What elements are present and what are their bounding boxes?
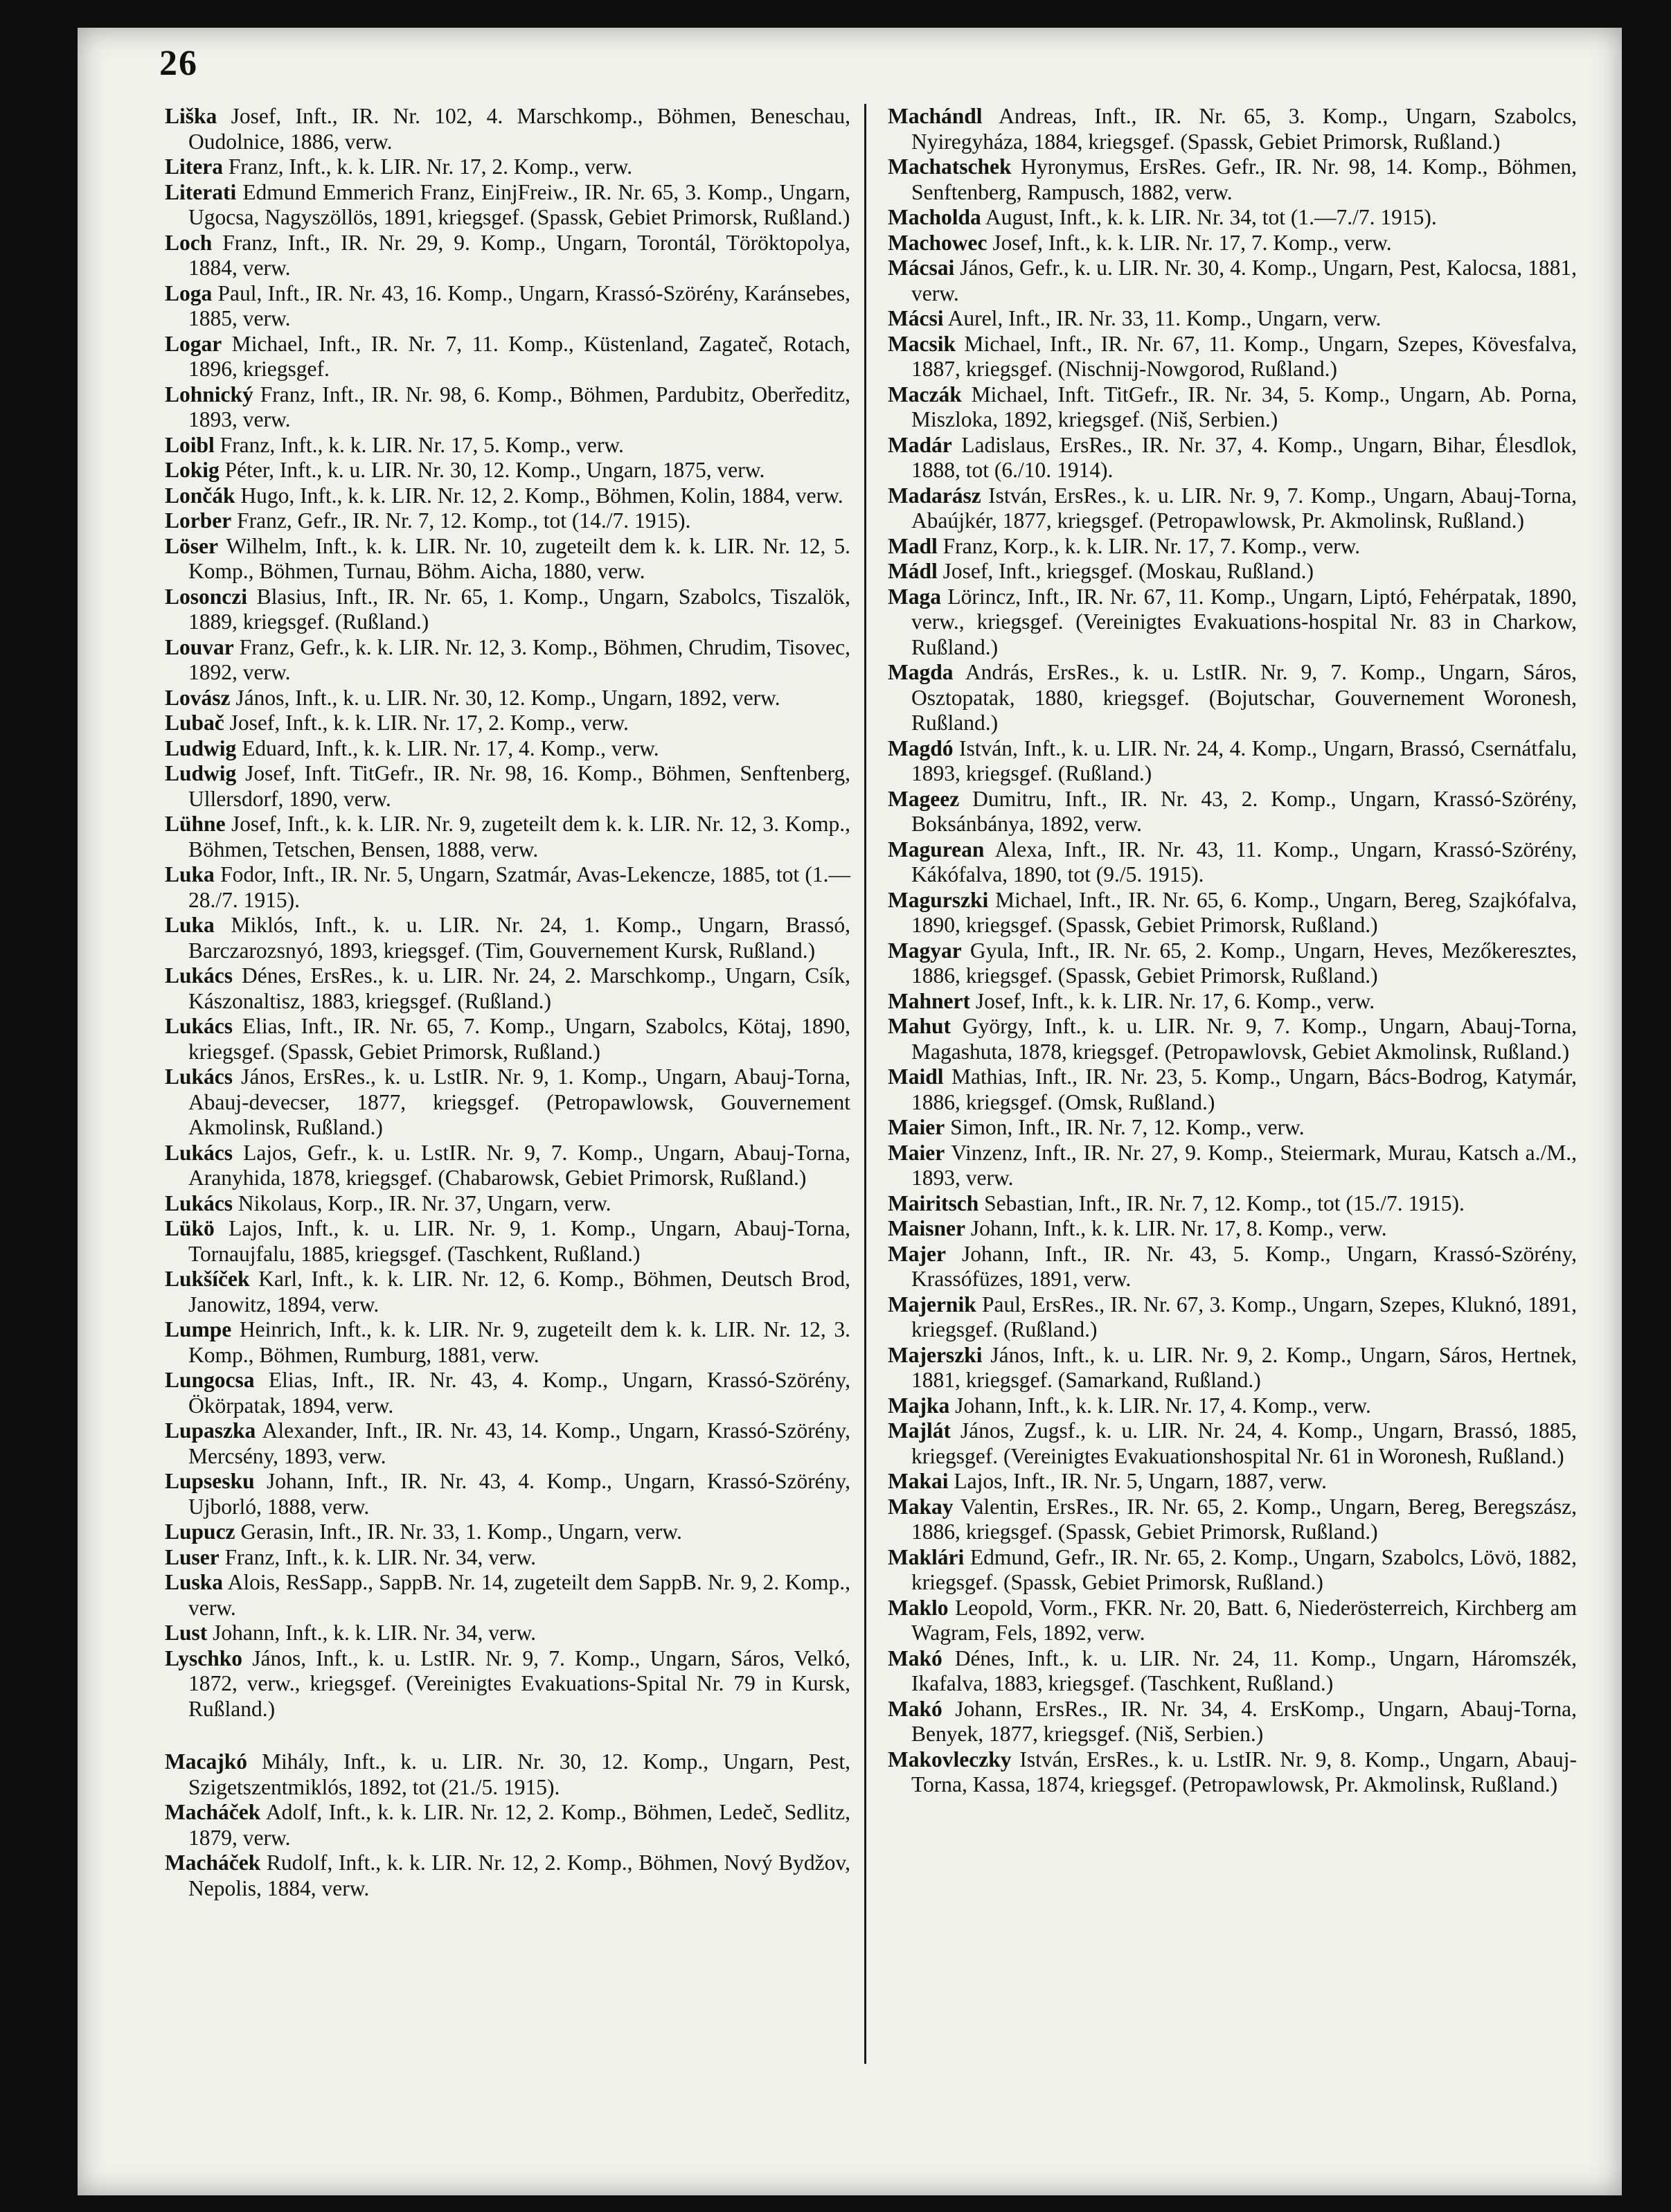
entry-surname: Lupucz — [165, 1519, 235, 1544]
entry-details: Vinzenz, Inft., IR. Nr. 27, 9. Komp., Steiermark, Murau, Katsch a./M., 1893, verw. — [911, 1140, 1577, 1190]
entry-surname: Luka — [165, 913, 215, 937]
list-entry — [888, 104, 1577, 154]
entry-details: Péter, Inft., k. u. LIR. Nr. 30, 12. Komp., Ungarn, 1875, verw. — [219, 458, 765, 482]
list-entry — [165, 483, 850, 509]
list-entry — [165, 1850, 850, 1901]
entry-details: Josef, Inft., kriegsgef. (Moskau, Rußland.) — [937, 559, 1314, 583]
entry-surname: Lubač — [165, 711, 224, 735]
entry-details: István, ErsRes., k. u. LIR. Nr. 9, 7. Komp., Ungarn, Abauj-Torna, Abaújkér, 1877, kriegsgef. (Petropawlowsk, Pr. Akmolinsk, Rußland.) — [911, 483, 1577, 533]
entry-details: Mathias, Inft., IR. Nr. 23, 5. Komp., Ungarn, Bács-Bodrog, Katymár, 1886, kriegsgef. (Omsk, Rußland.) — [911, 1064, 1577, 1114]
list-entry — [165, 913, 850, 963]
list-entry — [165, 1216, 850, 1267]
entry-surname: Loch — [165, 230, 213, 255]
entry-surname: Makó — [888, 1696, 942, 1721]
list-entry — [888, 332, 1577, 382]
entry-details: Josef, Inft., IR. Nr. 102, 4. Marschkomp., Böhmen, Beneschau, Oudolnice, 1886, verw. — [188, 104, 850, 154]
entry-surname: Maczák — [888, 382, 962, 407]
entry-surname: Lohnický — [165, 382, 253, 407]
list-entry — [888, 154, 1577, 205]
list-entry — [888, 1014, 1577, 1064]
list-entry — [888, 1469, 1577, 1495]
list-entry — [165, 1545, 850, 1571]
entry-details: Johann, ErsRes., IR. Nr. 34, 4. ErsKomp., Ungarn, Abauj-Torna, Benyek, 1877, kriegsgef. (Niš, Serbien.) — [911, 1696, 1577, 1746]
column-divider — [864, 104, 866, 2064]
entry-details: Josef, Inft., k. k. LIR. Nr. 17, 6. Komp., verw. — [969, 988, 1375, 1013]
entry-surname: Ludwig — [165, 761, 237, 785]
entry-surname: Logar — [165, 331, 222, 356]
section-gap — [165, 1722, 850, 1749]
entry-surname: Lühne — [165, 812, 226, 836]
list-entry — [888, 205, 1577, 231]
list-entry — [165, 458, 850, 483]
entry-details: Johann, Inft., k. k. LIR. Nr. 17, 4. Komp., verw. — [949, 1393, 1371, 1418]
entry-details: Edmund, Gefr., IR. Nr. 65, 2. Komp., Ungarn, Szabolcs, Lövö, 1882, kriegsgef. (Spassk, Gebiet Primorsk, Rußland.) — [911, 1544, 1577, 1594]
list-entry — [888, 534, 1577, 560]
list-entry — [165, 332, 850, 382]
entry-surname: Macholda — [888, 205, 981, 229]
entry-surname: Maier — [888, 1140, 945, 1165]
entry-surname: Litera — [165, 154, 223, 179]
entry-details: Franz, Inft., k. k. LIR. Nr. 17, 5. Komp., verw. — [214, 432, 624, 457]
entry-surname: Madl — [888, 533, 938, 558]
entry-details: August, Inft., k. k. LIR. Nr. 34, tot (1.—7./7. 1915). — [981, 205, 1437, 229]
entry-surname: Lupsesku — [165, 1469, 255, 1493]
list-entry — [165, 1267, 850, 1317]
entry-details: Josef, Inft., k. k. LIR. Nr. 17, 2. Komp., verw. — [224, 711, 629, 735]
list-entry — [165, 1749, 850, 1800]
entry-surname: Makovleczky — [888, 1747, 1012, 1772]
list-entry — [888, 306, 1577, 332]
list-entry — [165, 231, 850, 281]
entry-details: Michael, Inft., IR. Nr. 7, 11. Komp., Küstenland, Zagateč, Rotach, 1896, kriegsgef. — [188, 331, 850, 381]
entry-details: Josef, Inft., k. k. LIR. Nr. 9, zugeteilt dem k. k. LIR. Nr. 12, 3. Komp., Böhmen, Tetschen, Bensen, 1888, verw. — [188, 812, 850, 862]
entry-surname: Madarász — [888, 483, 981, 508]
entry-details: György, Inft., k. u. LIR. Nr. 9, 7. Komp., Ungarn, Abauj-Torna, Magashuta, 1878, kriegsgef. (Petropawlovsk, Gebiet Akmolinsk, Rußland.) — [911, 1014, 1577, 1064]
entry-details: Paul, ErsRes., IR. Nr. 67, 3. Komp., Ungarn, Szepes, Kluknó, 1891, kriegsgef. (Rußland.) — [911, 1292, 1577, 1341]
list-entry — [888, 1115, 1577, 1141]
list-entry — [888, 837, 1577, 888]
list-entry — [165, 585, 850, 635]
entry-details: Simon, Inft., IR. Nr. 7, 12. Komp., verw. — [945, 1115, 1305, 1139]
entry-details: Fodor, Inft., IR. Nr. 5, Ungarn, Szatmár, Avas-Lekencze, 1885, tot (1.—28./7. 1915). — [188, 862, 850, 912]
entry-details: István, Inft., k. u. LIR. Nr. 24, 4. Komp., Ungarn, Brassó, Csernátfalu, 1893, kriegsgef. (Rußland.) — [911, 735, 1577, 785]
entry-details: Karl, Inft., k. k. LIR. Nr. 12, 6. Komp., Böhmen, Deutsch Brod, Janowitz, 1894, verw. — [188, 1267, 850, 1317]
entry-surname: Loga — [165, 280, 213, 305]
entry-surname: Lovász — [165, 685, 231, 710]
entry-details: Blasius, Inft., IR. Nr. 65, 1. Komp., Ungarn, Szabolcs, Tiszalök, 1889, kriegsgef. (Rußland.) — [188, 584, 850, 634]
list-entry — [165, 862, 850, 913]
entry-details: János, Inft., k. u. LIR. Nr. 9, 2. Komp., Ungarn, Sáros, Hertnek, 1881, kriegsgef. (Samarkand, Rußland.) — [911, 1342, 1577, 1392]
entry-details: Gyula, Inft., IR. Nr. 65, 2. Komp., Ungarn, Heves, Mezőkeresztes, 1886, kriegsgef. (Spassk, Gebiet Primorsk, Rußland.) — [911, 938, 1577, 988]
list-entry — [888, 1495, 1577, 1545]
entry-details: Josef, Inft., k. k. LIR. Nr. 17, 7. Komp., verw. — [987, 230, 1392, 255]
right-column — [888, 104, 1577, 1798]
list-entry — [888, 1064, 1577, 1115]
entry-details: Alois, ResSapp., SappB. Nr. 14, zugeteilt dem SappB. Nr. 9, 2. Komp., verw. — [188, 1570, 850, 1620]
list-entry — [165, 1368, 850, 1418]
entry-details: Paul, Inft., IR. Nr. 43, 16. Komp., Ungarn, Krassó-Szörény, Karánsebes, 1885, verw. — [188, 280, 850, 330]
list-entry — [888, 433, 1577, 483]
entry-details: János, Gefr., k. u. LIR. Nr. 30, 4. Komp., Ungarn, Pest, Kalocsa, 1881, verw. — [911, 256, 1577, 305]
list-entry — [888, 1747, 1577, 1798]
list-entry — [165, 711, 850, 736]
entry-surname: Maklo — [888, 1595, 949, 1620]
entry-details: András, ErsRes., k. u. LstIR. Nr. 9, 7. Komp., Ungarn, Sáros, Osztopatak, 1880, kriegsgef. (Bojutschar, Gouvernement Woronesh, Rußland.) — [911, 660, 1577, 735]
list-entry — [165, 1418, 850, 1469]
page-number: 26 — [159, 44, 198, 83]
entry-surname: Magurean — [888, 837, 985, 862]
entry-surname: Lukács — [165, 1014, 233, 1038]
list-entry — [165, 761, 850, 812]
entry-details: Dumitru, Inft., IR. Nr. 43, 2. Komp., Ungarn, Krassó-Szörény, Boksánbánya, 1892, verw. — [911, 786, 1577, 836]
list-entry — [165, 104, 850, 154]
entry-surname: Madár — [888, 432, 952, 457]
list-entry — [165, 963, 850, 1014]
entry-details: Leopold, Vorm., FKR. Nr. 20, Batt. 6, Niederösterreich, Kirchberg am Wagram, Fels, 1892, verw. — [911, 1595, 1577, 1645]
list-entry — [165, 1621, 850, 1646]
entry-details: Lajos, Gefr., k. u. LstIR. Nr. 9, 7. Komp., Ungarn, Abauj-Torna, Aranyhida, 1878, kriegsgef. (Chabarowsk, Gebiet Primorsk, Rußland.) — [188, 1140, 850, 1190]
list-entry — [165, 686, 850, 711]
list-entry — [165, 1469, 850, 1519]
entry-surname: Literati — [165, 179, 237, 204]
entry-surname: Makay — [888, 1494, 954, 1519]
entry-details: Franz, Inft., IR. Nr. 29, 9. Komp., Ungarn, Torontál, Töröktopolya, 1884, verw. — [188, 230, 850, 280]
entry-details: Franz, Inft., k. k. LIR. Nr. 34, verw. — [219, 1544, 536, 1569]
entry-surname: Magda — [888, 660, 954, 684]
list-entry — [888, 1216, 1577, 1242]
entry-details: Michael, Inft. TitGefr., IR. Nr. 34, 5. Komp., Ungarn, Ab. Porna, Miszloka, 1892, kriegsgef. (Niš, Serbien.) — [911, 382, 1577, 431]
entry-details: Franz, Inft., k. k. LIR. Nr. 17, 2. Komp., verw. — [222, 154, 633, 179]
entry-details: Johann, Inft., IR. Nr. 43, 4. Komp., Ungarn, Krassó-Szörény, Ujborló, 1888, verw. — [188, 1469, 850, 1519]
list-entry — [165, 534, 850, 585]
entry-surname: Majerszki — [888, 1342, 983, 1367]
left-column — [165, 104, 850, 1901]
entry-surname: Lukács — [165, 1140, 233, 1165]
entry-surname: Lokig — [165, 458, 220, 482]
list-entry — [888, 1697, 1577, 1747]
entry-details: János, Zugsf., k. u. LIR. Nr. 24, 4. Komp., Ungarn, Brassó, 1885, kriegsgef. (Vereinigtes Evakuationshospital Nr. 61 in Woronesh, Rußland.) — [911, 1418, 1577, 1468]
entry-details: Andreas, Inft., IR. Nr. 65, 3. Komp., Ungarn, Szabolcs, Nyiregyháza, 1884, kriegsgef. (Spassk, Gebiet Primorsk, Rußland.) — [911, 104, 1577, 154]
entry-surname: Lyschko — [165, 1645, 243, 1670]
entry-surname: Lust — [165, 1621, 208, 1645]
entry-details: Heinrich, Inft., k. k. LIR. Nr. 9, zugeteilt dem k. k. LIR. Nr. 12, 3. Komp., Böhmen, Rumburg, 1881, verw. — [188, 1317, 850, 1367]
entry-surname: Majernik — [888, 1292, 976, 1317]
list-entry — [888, 231, 1577, 256]
list-entry — [888, 1545, 1577, 1596]
entry-surname: Macajkó — [165, 1749, 247, 1774]
list-entry — [165, 433, 850, 458]
entry-surname: Loibl — [165, 432, 215, 457]
entry-surname: Macsik — [888, 331, 956, 356]
entry-details: Franz, Gefr., k. k. LIR. Nr. 12, 3. Komp., Böhmen, Chrudim, Tisovec, 1892, verw. — [188, 634, 850, 684]
list-entry — [165, 180, 850, 231]
entry-details: Nikolaus, Korp., IR. Nr. 37, Ungarn, verw. — [233, 1190, 611, 1215]
entry-surname: Louvar — [165, 634, 234, 659]
entry-details: Michael, Inft., IR. Nr. 65, 6. Komp., Ungarn, Bereg, Szajkófalva, 1890, kriegsgef. (Spassk, Gebiet Primorsk, Rußland.) — [911, 887, 1577, 937]
entry-details: Franz, Korp., k. k. LIR. Nr. 17, 7. Komp., verw. — [937, 533, 1361, 558]
list-entry — [888, 483, 1577, 534]
entry-details: Alexander, Inft., IR. Nr. 43, 14. Komp., Ungarn, Krassó-Szörény, Mercsény, 1893, verw. — [188, 1418, 850, 1468]
entry-surname: Liška — [165, 104, 217, 128]
list-entry — [165, 1570, 850, 1621]
entry-surname: Magdó — [888, 735, 954, 760]
entry-surname: Maklári — [888, 1544, 965, 1569]
entry-details: Johann, Inft., IR. Nr. 43, 5. Komp., Ungarn, Krassó-Szörény, Krassófüzes, 1891, verw. — [911, 1241, 1577, 1291]
entry-surname: Majka — [888, 1393, 950, 1418]
entry-surname: Lupaszka — [165, 1418, 256, 1443]
list-entry — [165, 154, 850, 180]
entry-details: Johann, Inft., k. k. LIR. Nr. 34, verw. — [207, 1621, 537, 1645]
entry-details: Aurel, Inft., IR. Nr. 33, 11. Komp., Ungarn, verw. — [943, 306, 1382, 330]
list-entry — [888, 660, 1577, 736]
list-entry — [888, 1596, 1577, 1646]
entry-surname: Mahut — [888, 1014, 951, 1038]
entry-details: István, ErsRes., k. u. LstIR. Nr. 9, 8. Komp., Ungarn, Abauj-Torna, Kassa, 1874, kriegsgef. (Petropawlowsk, Pr. Akmolinsk, Rußland.) — [911, 1747, 1577, 1796]
entry-surname: Luska — [165, 1570, 224, 1594]
entry-surname: Maier — [888, 1115, 945, 1139]
entry-surname: Lumpe — [165, 1317, 232, 1341]
entry-details: Sebastian, Inft., IR. Nr. 7, 12. Komp., tot (15./7. 1915). — [979, 1190, 1465, 1215]
list-entry — [165, 1646, 850, 1722]
list-entry — [165, 1519, 850, 1545]
entry-surname: Luser — [165, 1544, 220, 1569]
entry-surname: Lükö — [165, 1216, 215, 1240]
entry-details: Lörincz, Inft., IR. Nr. 67, 11. Komp., Ungarn, Liptó, Fehérpatak, 1890, verw., kriegsgef. (Vereinigtes Evakuations-hospital Nr. 83 in Charkow, Rußland.) — [911, 584, 1577, 659]
entry-surname: Lorber — [165, 508, 232, 533]
list-entry — [165, 382, 850, 433]
entry-details: Gerasin, Inft., IR. Nr. 33, 1. Komp., Ungarn, verw. — [235, 1519, 682, 1544]
entry-surname: Losonczi — [165, 584, 248, 609]
list-entry — [888, 1141, 1577, 1191]
entry-details: Mihály, Inft., k. u. LIR. Nr. 30, 12. Komp., Ungarn, Pest, Szigetszentmiklós, 1892, tot (21./5. 1915). — [188, 1749, 850, 1799]
entry-surname: Lukács — [165, 1190, 233, 1215]
list-entry — [165, 281, 850, 332]
list-entry — [888, 1292, 1577, 1343]
entry-surname: Lungocsa — [165, 1368, 255, 1392]
entry-details: Ladislaus, ErsRes., IR. Nr. 37, 4. Komp., Ungarn, Bihar, Élesdlok, 1888, tot (6./10. 1914). — [911, 432, 1577, 482]
list-entry — [165, 812, 850, 862]
entry-surname: Lončák — [165, 483, 235, 508]
entry-surname: Maga — [888, 584, 941, 609]
entry-surname: Mácsi — [888, 306, 944, 330]
entry-surname: Mageez — [888, 786, 960, 811]
list-entry — [888, 1393, 1577, 1419]
entry-details: Alexa, Inft., IR. Nr. 43, 11. Komp., Ungarn, Krassó-Szörény, Kákófalva, 1890, tot (9./5. 1915). — [911, 837, 1577, 886]
list-entry — [165, 635, 850, 686]
entry-details: Miklós, Inft., k. u. LIR. Nr. 24, 1. Komp., Ungarn, Brassó, Barczarozsnyó, 1893, kriegsgef. (Tim, Gouvernement Kursk, Rußland.) — [188, 913, 850, 963]
entry-surname: Makó — [888, 1645, 942, 1670]
list-entry — [888, 1191, 1577, 1217]
entry-surname: Magurszki — [888, 887, 989, 912]
list-entry — [888, 1343, 1577, 1393]
entry-details: Hugo, Inft., k. k. LIR. Nr. 12, 2. Komp., Böhmen, Kolin, 1884, verw. — [235, 483, 843, 508]
entry-surname: Lukács — [165, 1064, 233, 1089]
list-entry — [888, 888, 1577, 938]
list-entry — [165, 508, 850, 534]
list-entry — [888, 256, 1577, 306]
entry-surname: Majlát — [888, 1418, 951, 1443]
entry-surname: Luka — [165, 862, 215, 886]
entry-surname: Magyar — [888, 938, 962, 963]
list-entry — [888, 559, 1577, 585]
entry-surname: Mácsai — [888, 256, 955, 280]
list-entry — [888, 787, 1577, 837]
entry-surname: Mahnert — [888, 988, 970, 1013]
entry-surname: Ludwig — [165, 735, 237, 760]
entry-surname: Machowec — [888, 230, 988, 255]
entry-surname: Machándl — [888, 104, 983, 128]
entry-details: Valentin, ErsRes., IR. Nr. 65, 2. Komp., Ungarn, Bereg, Beregszász, 1886, kriegsgef. (Spassk, Gebiet Primorsk, Rußland.) — [911, 1494, 1577, 1544]
entry-details: János, ErsRes., k. u. LstIR. Nr. 9, 1. Komp., Ungarn, Abauj-Torna, Abauj-devecser, 1877, kriegsgef. (Petropawlowsk, Gouvernement Akmolinsk, Rußland.) — [188, 1064, 850, 1139]
entry-details: Adolf, Inft., k. k. LIR. Nr. 12, 2. Komp., Böhmen, Ledeč, Sedlitz, 1879, verw. — [188, 1800, 850, 1850]
list-entry — [888, 1418, 1577, 1469]
list-entry — [888, 989, 1577, 1015]
entry-details: Rudolf, Inft., k. k. LIR. Nr. 12, 2. Komp., Böhmen, Nový Bydžov, Nepolis, 1884, verw. — [188, 1850, 850, 1900]
entry-surname: Mádl — [888, 559, 938, 583]
entry-details: Lajos, Inft., k. u. LIR. Nr. 9, 1. Komp., Ungarn, Abauj-Torna, Tornaujfalu, 1885, kriegsgef. (Taschkent, Rußland.) — [188, 1216, 850, 1266]
list-entry — [165, 1800, 850, 1850]
list-entry — [888, 585, 1577, 661]
entry-surname: Majer — [888, 1241, 946, 1266]
entry-details: János, Inft., k. u. LIR. Nr. 30, 12. Komp., Ungarn, 1892, verw. — [230, 685, 780, 710]
entry-surname: Macháček — [165, 1800, 261, 1824]
entry-surname: Maidl — [888, 1064, 944, 1089]
entry-details: János, Inft., k. u. LstIR. Nr. 9, 7. Komp., Ungarn, Sáros, Velkó, 1872, verw., kriegsgef. (Vereinigtes Evakuations-Spital Nr. 79 in Kursk, Rußland.) — [188, 1645, 850, 1721]
list-entry — [165, 1141, 850, 1191]
entry-details: Dénes, Inft., k. u. LIR. Nr. 24, 11. Komp., Ungarn, Háromszék, Ikafalva, 1883, kriegsgef. (Taschkent, Rußland.) — [911, 1645, 1577, 1695]
list-entry — [888, 1646, 1577, 1697]
entry-details: Franz, Inft., IR. Nr. 98, 6. Komp., Böhmen, Pardubitz, Oberředitz, 1893, verw. — [188, 382, 850, 431]
list-entry — [165, 1317, 850, 1368]
list-entry — [888, 1242, 1577, 1292]
list-entry — [165, 1014, 850, 1064]
list-entry — [165, 1064, 850, 1141]
entry-surname: Makai — [888, 1469, 949, 1493]
entry-details: Josef, Inft. TitGefr., IR. Nr. 98, 16. Komp., Böhmen, Senftenberg, Ullersdorf, 1890, verw. — [188, 761, 850, 811]
list-entry — [165, 1191, 850, 1217]
entry-surname: Machatschek — [888, 154, 1012, 179]
entry-details: Elias, Inft., IR. Nr. 43, 4. Komp., Ungarn, Krassó-Szörény, Ökörpatak, 1894, verw. — [188, 1368, 850, 1418]
entry-surname: Mairitsch — [888, 1190, 979, 1215]
entry-surname: Macháček — [165, 1850, 261, 1875]
entry-details: Elias, Inft., IR. Nr. 65, 7. Komp., Ungarn, Szabolcs, Kötaj, 1890, kriegsgef. (Spassk, Gebiet Primorsk, Rußland.) — [188, 1014, 850, 1064]
list-entry — [888, 736, 1577, 787]
entry-details: Wilhelm, Inft., k. k. LIR. Nr. 10, zugeteilt dem k. k. LIR. Nr. 12, 5. Komp., Böhmen, Turnau, Böhm. Aicha, 1880, verw. — [188, 533, 850, 583]
list-entry — [888, 382, 1577, 433]
entry-details: Edmund Emmerich Franz, EinjFreiw., IR. Nr. 65, 3. Komp., Ungarn, Ugocsa, Nagyszöllös, 1891, kriegsgef. (Spassk, Gebiet Primorsk, Rußland.) — [188, 179, 850, 229]
entry-details: Hyronymus, ErsRes. Gefr., IR. Nr. 98, 14. Komp., Böhmen, Senftenberg, Rampusch, 1882, verw. — [911, 154, 1577, 204]
entry-details: Franz, Gefr., IR. Nr. 7, 12. Komp., tot (14./7. 1915). — [231, 508, 691, 533]
entry-surname: Lukács — [165, 963, 233, 988]
entry-details: Johann, Inft., k. k. LIR. Nr. 17, 8. Komp., verw. — [965, 1216, 1387, 1240]
entry-details: Dénes, ErsRes., k. u. LIR. Nr. 24, 2. Marschkomp., Ungarn, Csík, Kászonaltisz, 1883, kriegsgef. (Rußland.) — [188, 963, 850, 1013]
entry-surname: Lukšíček — [165, 1267, 250, 1291]
entry-surname: Maisner — [888, 1216, 965, 1240]
list-entry — [165, 736, 850, 762]
entry-surname: Löser — [165, 533, 218, 558]
list-entry — [888, 938, 1577, 989]
entry-details: Lajos, Inft., IR. Nr. 5, Ungarn, 1887, verw. — [948, 1469, 1327, 1493]
entry-details: Eduard, Inft., k. k. LIR. Nr. 17, 4. Komp., verw. — [236, 735, 659, 760]
entry-details: Michael, Inft., IR. Nr. 67, 11. Komp., Ungarn, Szepes, Kövesfalva, 1887, kriegsgef. (Nischnij-Nowgorod, Rußland.) — [911, 331, 1577, 381]
